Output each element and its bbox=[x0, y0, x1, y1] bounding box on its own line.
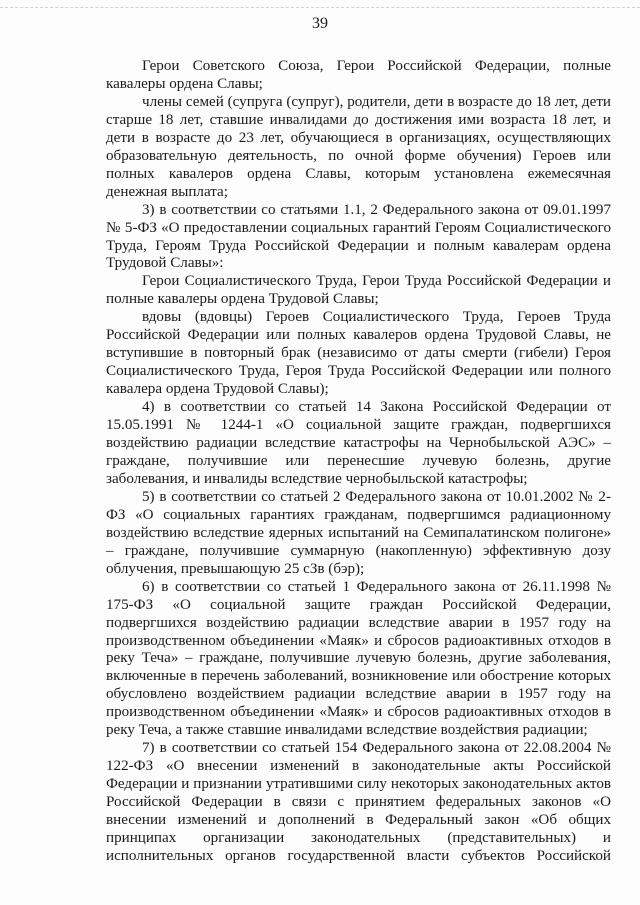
paragraph-heroes-of-labor: Герои Социалистического Труда, Герои Труда Российской Федерации и полные кавалеры ордена Трудовой Славы; bbox=[106, 273, 611, 308]
page-number: 39 bbox=[312, 15, 328, 32]
paragraph-item-4: 4) в соответствии со статьей 14 Закона Российской Федерации от 15.05.1991 № 1244-1 «О социальной защите граждан, подвергшихся воздействию радиации вследствие катастрофы на Чернобыльской АЭС» – граждане, получившие или перенесшие лучевую болезнь, другие заболевания, и инвалиды вследствие чернобыльской катастрофы; bbox=[106, 399, 611, 487]
paragraph-widows: вдовы (вдовцы) Героев Социалистического Труда, Героев Труда Российской Федерации или полных кавалеров ордена Трудовой Славы, не вступившие в повторный брак (независимо от даты смерти (гибели) Героя Социалистического Труда, Героя Труда Российской Федерации или полного кавалера ордена Трудовой Славы); bbox=[106, 309, 611, 398]
paragraph-heroes: Герои Советского Союза, Герои Российской Федерации, полные кавалеры ордена Славы; bbox=[106, 58, 611, 92]
paragraph-item-5: 5) в соответствии со статьей 2 Федерального закона от 10.01.2002 № 2-ФЗ «О социальных гарантиях гражданам, подвергшимся радиационному воздействию вследствие ядерных испытаний на Семипалатинском полигоне» – граждане, получившие суммарную (накопленную) эффективную дозу облучения, превышающую 25 сЗв (бэр); bbox=[106, 488, 611, 577]
paragraph-item-3: 3) в соответствии со статьями 1.1, 2 Федерального закона от 09.01.1997 № 5-ФЗ «О предоставлении социальных гарантий Героям Социалистического Труда, Героям Труда Российской Федерации и полным кавалерам ордена Трудовой Славы»: bbox=[106, 201, 611, 272]
document-body bbox=[106, 58, 611, 866]
paragraph-item-6: 6) в соответствии со статьей 1 Федерального закона от 26.11.1998 № 175-ФЗ «О социальной защите граждан Российской Федерации, подвергшихся воздействию радиации вследствие аварии в 1957 году на производственном объединении «Маяк» и сбросов радиоактивных отходов в реку Теча» – граждане, получившие лучевую болезнь, другие заболевания, включенные в перечень заболеваний, возникновение или обострение которых обусловлено воздействием радиации вследствие аварии в 1957 году на производственном объединении «Маяк» и сбросов радиоактивных отходов в реку Теча, а также ставшие инвалидами вследствие воздействия радиации; bbox=[106, 578, 611, 739]
scan-edge-line bbox=[0, 7, 640, 8]
paragraph-family-members: члены семей (супруга (супруг), родители, дети в возрасте до 18 лет, дети старше 18 лет, ставшие инвалидами до достижения ими возраста 18 лет, и дети в возрасте до 23 лет, обучающиеся в организациях, осуществляющих образовательную деятельность, по очной форме обучения) Героев или полных кавалеров ордена Славы, которым установлена ежемесячная денежная выплата; bbox=[106, 93, 611, 200]
paragraph-item-7: 7) в соответствии со статьей 154 Федерального закона от 22.08.2004 № 122-ФЗ «О внесении изменений в законодательные акты Российской Федерации и признании утратившими силу некоторых законодательных актов Российской Федерации в связи с принятием федеральных законов «О внесении изменений и дополнений в Федеральный закон «Об общих принципах организации законодательных (представительных) и исполнительных органов государственной власти субъектов Российской bbox=[106, 740, 611, 864]
